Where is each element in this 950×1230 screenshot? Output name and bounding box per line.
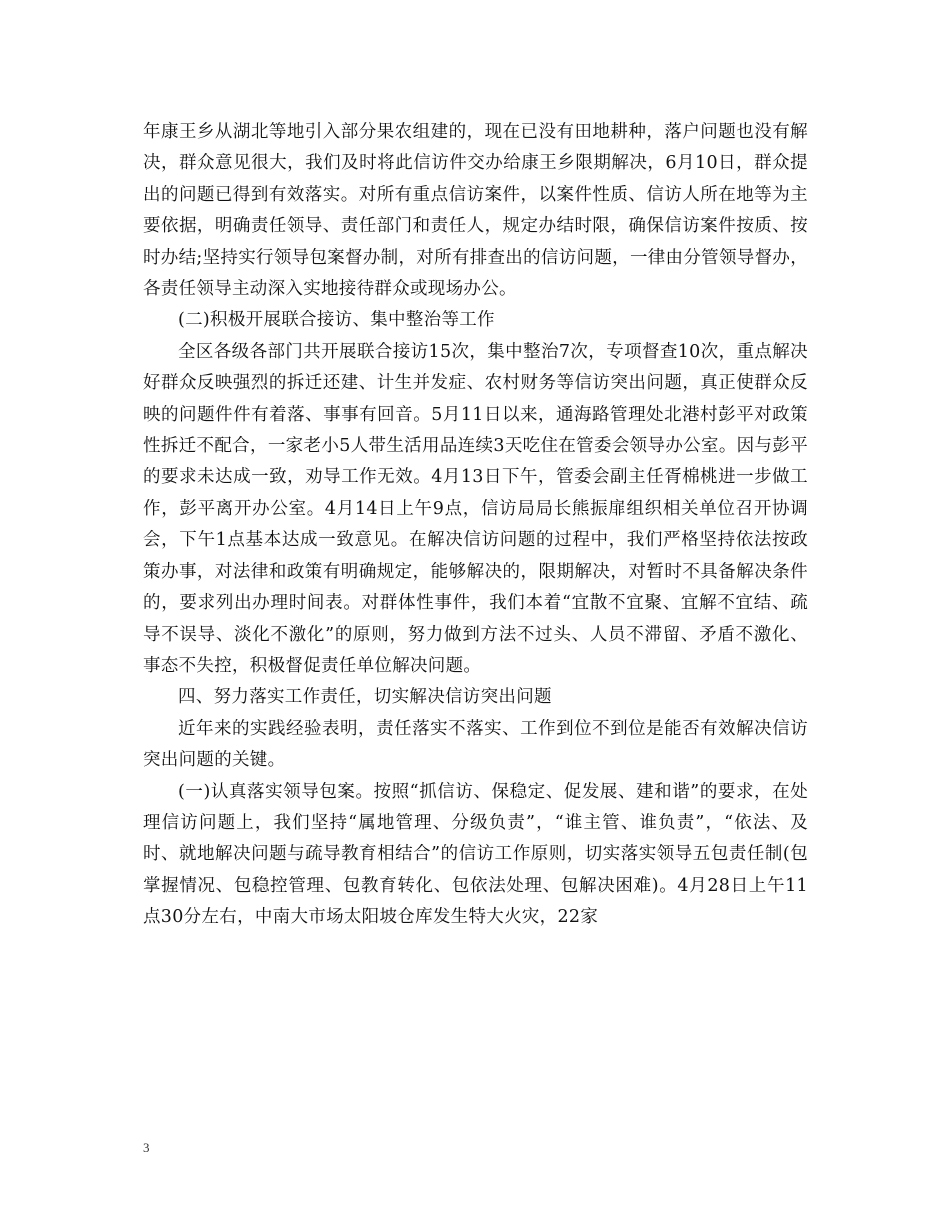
paragraph-leadership-cases: (一)认真落实领导包案。按照“抓信访、保稳定、促发展、建和谐”的要求，在处理信访问题上，我们坚持“属地管理、分级负责”，“谁主管、谁负责”，“依法、及时、就地解决问题与疏导教育相结合”的信访工作原则，切实落实领导五包责任制(包掌握情况、包稳控管理、包教育转化、包依法处理、包解决困难)。4月28日上午11点30分左右，中南大市场太阳坡仓库发生特大火灾，22家 [143, 781, 808, 928]
paragraph-experience: 近年来的实践经验表明，责任落实不落实、工作到位不到位是能否有效解决信访突出问题的关键。 [143, 718, 808, 771]
paragraph-1: 年康王乡从湖北等地引入部分果农组建的，现在已没有田地耕种，落户问题也没有解决，群众意见很大，我们及时将此信访件交办给康王乡限期解决，6月10日，群众提出的问题已得到有效落实。对所有重点信访案件，以案件性质、信访人所在地等为主要依据，明确责任领导、责任部门和责任人，规定办结时限，确保信访案件按质、按时办结;坚持实行领导包案督办制，对所有排查出的信访问题，一律由分管领导督办，各责任领导主动深入实地接待群众或现场办公。 [143, 122, 808, 300]
page-number: 3 [143, 1140, 150, 1155]
paragraph-joint-visits-detail: 全区各级各部门共开展联合接访15次，集中整治7次，专项督查10次，重点解决好群众反映强烈的拆迁还建、计生并发症、农村财务等信访突出问题，真正使群众反映的问题件件有着落、事事有回音。5月11日以来，通海路管理处北港村彭平对政策性拆迁不配合，一家老小5人带生活用品连续3天吃住在管委会领导办公室。因与彭平的要求未达成一致，劝导工作无效。4月13日下午，管委会副主任胥棉桃进一步做工作，彭平离开办公室。4月14日上午9点，信访局局长熊振扉组织相关单位召开协调会，下午1点基本达成一致意见。在解决信访问题的过程中，我们严格坚持依法按政策办事，对法律和政策有明确规定，能够解决的，限期解决，对暂时不具备解决条件的，要求列出办理时间表。对群体性事件，我们本着“宜散不宜聚、宜解不宜结、疏导不误导、淡化不激化”的原则，努力做到方法不过头、人员不滞留、矛盾不激化、事态不失控，积极督促责任单位解决问题。 [143, 341, 808, 676]
subheading-joint-visits: (二)积极开展联合接访、集中整治等工作 [178, 310, 495, 331]
document-body [143, 117, 808, 934]
section-heading-four: 四、努力落实工作责任，切实解决信访突出问题 [178, 687, 552, 708]
